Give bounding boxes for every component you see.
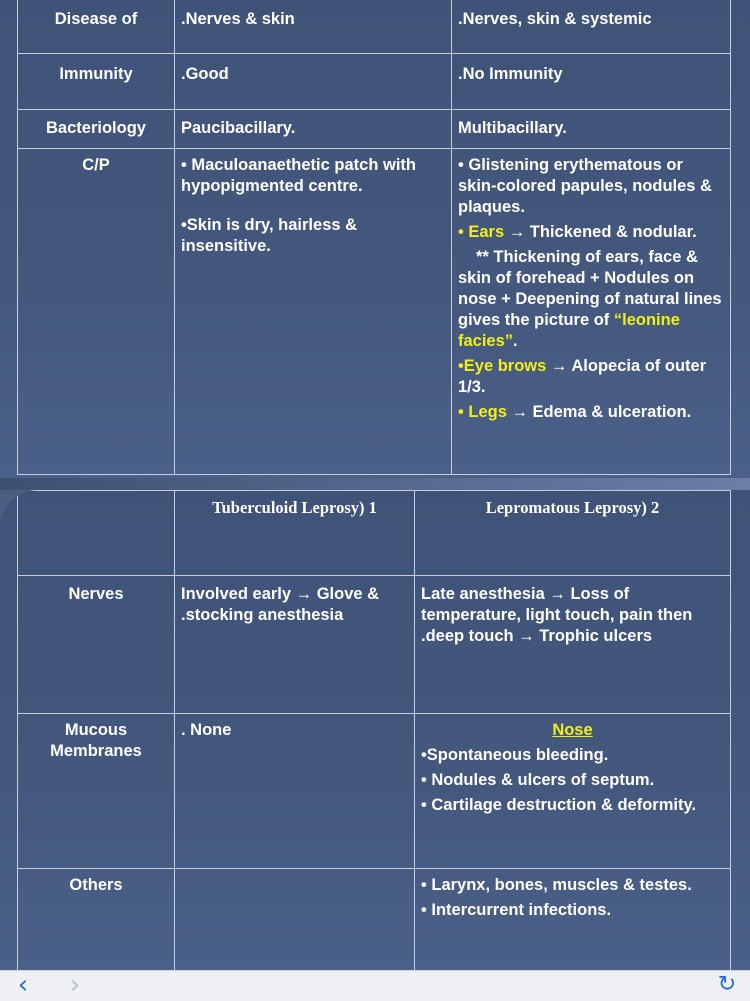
list-item: • Cartilage destruction & deformity. xyxy=(421,796,697,814)
chevron-right-icon[interactable]: › xyxy=(69,970,81,1000)
cp-lepromatous-leonine xyxy=(458,247,724,352)
cell-lepromatous-others xyxy=(415,869,731,971)
cp-lepromatous-ears xyxy=(458,222,724,243)
nose-title: Nose xyxy=(552,721,593,739)
cell-tuberculoid-disease-of: .Nerves & skin xyxy=(175,0,452,54)
table-row xyxy=(18,491,731,576)
cell-tuberculoid-mucous: . None xyxy=(175,714,415,869)
header-empty-cell xyxy=(18,491,175,576)
cell-tuberculoid-cp xyxy=(175,149,452,475)
cell-tuberculoid-others xyxy=(175,869,415,971)
header-tuberculoid: Tuberculoid Leprosy) 1 xyxy=(175,491,415,576)
eyebrows-text: → Alopecia of outer 1/3. xyxy=(458,357,707,396)
cell-tuberculoid-immunity: .Good xyxy=(175,54,452,110)
cp-lepromatous-eyebrows xyxy=(458,356,724,398)
cell-lepromatous-immunity: .No Immunity xyxy=(452,54,731,110)
cp-lepromatous-papules: • Glistening erythematous or skin-colored papules, nodules & plaques. xyxy=(458,156,712,216)
legs-label: • Legs xyxy=(458,403,507,421)
cell-lepromatous-disease-of: .Nerves, skin & systemic xyxy=(452,0,731,54)
eyebrows-label: •Eye brows xyxy=(458,357,547,375)
browser-toolbar xyxy=(0,970,750,1001)
table-row xyxy=(18,54,731,110)
cell-lepromatous-mucous xyxy=(415,714,731,869)
cell-tuberculoid-bacteriology: Paucibacillary. xyxy=(175,110,452,149)
leonine-pre: ** Thickening of ears, face & skin of forehead + Nodules on nose + Deepening of natural lines gives the picture of xyxy=(458,248,722,329)
table-row xyxy=(18,576,731,714)
list-item: • Larynx, bones, muscles & testes. xyxy=(421,876,692,894)
row-label-nerves: Nerves xyxy=(18,576,175,714)
cp-lepromatous-legs xyxy=(458,402,724,423)
row-label-cp: C/P xyxy=(18,149,175,475)
row-label-disease-of: Disease of xyxy=(18,0,175,54)
row-label-others: Others xyxy=(18,869,175,971)
leonine-post: . xyxy=(513,332,518,350)
table-row xyxy=(18,149,731,475)
row-label-immunity: Immunity xyxy=(18,54,175,110)
table-row xyxy=(18,869,731,971)
cell-lepromatous-bacteriology: Multibacillary. xyxy=(452,110,731,149)
reload-icon[interactable]: ↻ xyxy=(717,972,737,997)
chevron-left-icon[interactable]: ‹ xyxy=(17,970,29,1000)
cp-tuberculoid-line-1: • Maculoanaethetic patch with hypopigmented centre. xyxy=(181,156,416,195)
ears-label: • Ears xyxy=(458,223,505,241)
row-label-mucous-membranes: Mucous Membranes xyxy=(18,714,175,869)
leonine-highlight: “leonine facies” xyxy=(458,311,680,350)
legs-text: → Edema & ulceration. xyxy=(506,403,692,421)
header-lepromatous: Lepromatous Leprosy) 2 xyxy=(415,491,731,576)
cell-tuberculoid-nerves: Involved early → Glove & .stocking anesthesia xyxy=(175,576,415,714)
table-row xyxy=(18,110,731,149)
table-row xyxy=(18,714,731,869)
cp-tuberculoid-line-2: •Skin is dry, hairless & insensitive. xyxy=(181,216,358,255)
table-row xyxy=(18,0,731,54)
comparison-table-top xyxy=(17,0,731,475)
cell-lepromatous-nerves: Late anesthesia → Loss of temperature, light touch, pain then .deep touch → Trophic ulcers xyxy=(415,576,731,714)
slide-divider xyxy=(0,478,750,490)
cell-lepromatous-cp xyxy=(452,149,731,475)
list-item: • Intercurrent infections. xyxy=(421,901,612,919)
row-label-bacteriology: Bacteriology xyxy=(18,110,175,149)
list-item: • Nodules & ulcers of septum. xyxy=(421,771,655,789)
slide-bottom xyxy=(0,490,750,970)
list-item: •Spontaneous bleeding. xyxy=(421,746,609,764)
slide-top xyxy=(0,0,750,478)
comparison-table-bottom xyxy=(17,490,731,970)
ears-text: → Thickened & nodular. xyxy=(504,223,697,241)
